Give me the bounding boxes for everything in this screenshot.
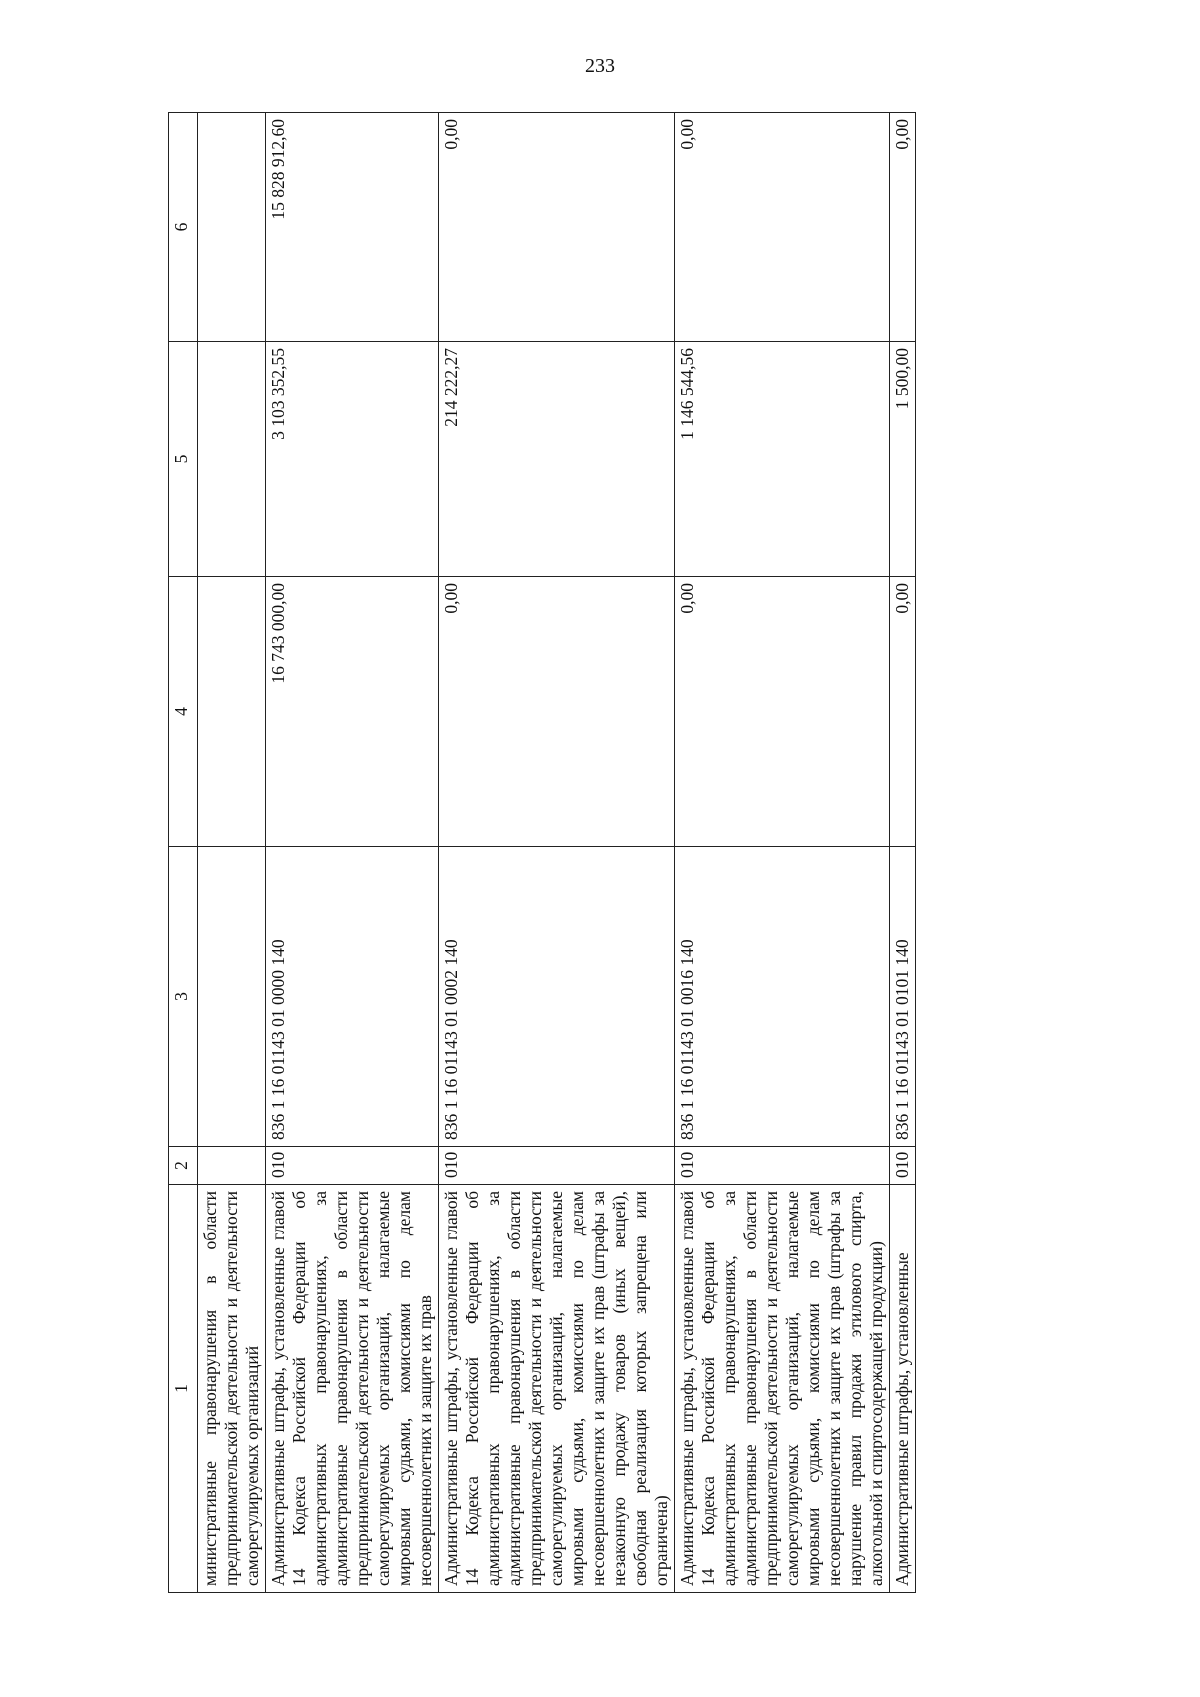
row-description: Административные штрафы, установленные главой 14 Кодекса Российской Федерации об административных правонарушениях, за административные правонарушения в области предпринимательской деятельности и деятельности саморегулируемых организаций, налагаемые мировыми судьями, комиссиями по делам несовершеннолетних и защите их прав (штрафы за нарушение правил продажи этилового спирта, алкогольной и спиртосодержащей продукции) [675,1185,890,1593]
row-description: Административные штрафы, установленные главой 14 Кодекса Российской Федерации об административных правонарушениях, за административные правонарушения в области предпринимательской деятельности и деятельности саморегулируемых организаций, налагаемые мировыми судьями, комиссиями по делам несовершеннолетних и защите их прав [266,1185,439,1593]
row-approved-amount: 16 743 000,00 [266,577,439,847]
row-executed-amount: 1 500,00 [890,342,916,577]
column-number-4: 4 [169,577,198,847]
column-number-1: 1 [169,1185,198,1593]
table-row [439,113,675,1593]
row-description: министративные правонарушения в области предпринимательской деятельности и деятельности саморегулируемых организаций [198,1185,266,1593]
column-number-5: 5 [169,342,198,577]
row-description: Административные штрафы, установленные [890,1185,916,1593]
row-approved-amount: 0,00 [890,577,916,847]
row-approved-amount [198,577,266,847]
row-executed-amount: 1 146 544,56 [675,342,890,577]
column-number-6: 6 [169,113,198,342]
row-income-code: 836 1 16 01143 01 0101 140 [890,847,916,1147]
row-income-code: 836 1 16 01143 01 0002 140 [439,847,675,1147]
row-unexecuted-amount: 0,00 [890,113,916,342]
row-approved-amount: 0,00 [675,577,890,847]
row-executed-amount: 3 103 352,55 [266,342,439,577]
column-number-3: 3 [169,847,198,1147]
row-line-code: 010 [890,1147,916,1185]
page-number: 233 [585,55,615,77]
table-row [266,113,439,1593]
row-income-code: 836 1 16 01143 01 0000 140 [266,847,439,1147]
row-unexecuted-amount: 0,00 [675,113,890,342]
row-line-code [198,1147,266,1185]
row-executed-amount [198,342,266,577]
row-line-code: 010 [439,1147,675,1185]
row-unexecuted-amount: 15 828 912,60 [266,113,439,342]
row-description: Административные штрафы, установленные главой 14 Кодекса Российской Федерации об административных правонарушениях, за административные правонарушения в области предпринимательской деятельности и деятельности саморегулируемых организаций, налагаемые мировыми судьями, комиссиями по делам несовершеннолетних и защите их прав (штрафы за незаконную продажу товаров (иных вещей), свободная реализация которых запрещена или ограничена) [439,1185,675,1593]
row-executed-amount: 214 222,27 [439,342,675,577]
row-line-code: 010 [675,1147,890,1185]
row-unexecuted-amount: 0,00 [439,113,675,342]
row-income-code [198,847,266,1147]
row-approved-amount: 0,00 [439,577,675,847]
column-number-row [169,113,198,1593]
row-unexecuted-amount [198,113,266,342]
rotated-table-container [168,113,1103,1593]
rotated-table-frame [168,113,1103,1593]
table-row [890,113,916,1593]
row-income-code: 836 1 16 01143 01 0016 140 [675,847,890,1147]
row-line-code: 010 [266,1147,439,1185]
column-number-2: 2 [169,1147,198,1185]
table-row [198,113,266,1593]
table-row [675,113,890,1593]
income-report-table [168,112,916,1593]
